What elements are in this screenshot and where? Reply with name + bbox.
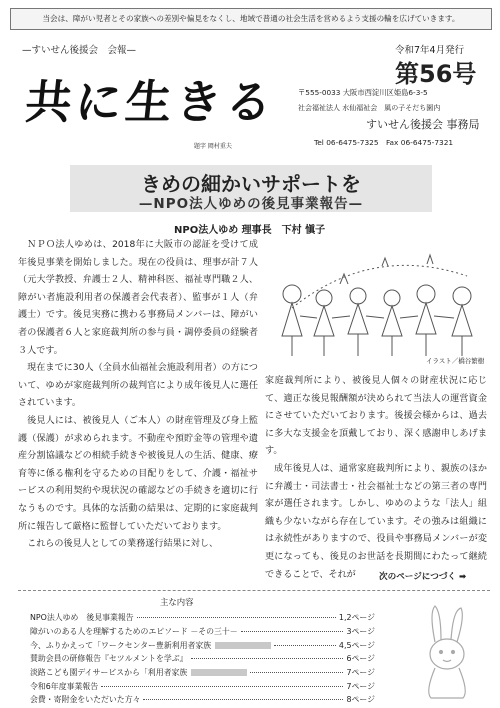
toc-item-title: 今、ふりかえって「ワークセンター豊新利用者家族	[30, 640, 212, 650]
publisher-office: すいせん後援会 事務局	[366, 118, 480, 131]
toc-leader-dots	[241, 631, 344, 632]
toc-leader-dots	[143, 699, 343, 700]
toc-item	[30, 652, 375, 666]
toc-item-page: 6ページ	[346, 654, 375, 664]
phone-fax: Tel 06-6475-7325 Fax 06-6475-7321	[314, 138, 454, 147]
toc-item-title: 淡路こども園デイサービスから「利用者家族	[30, 668, 188, 678]
toc-item-title: 障がいのある人を理解するためのエピソード －その三十－	[30, 627, 238, 637]
redacted-name	[191, 669, 247, 676]
article-paragraph: 家庭裁判所により、被後見人個々の財産状況に応じて、適正な後見報酬額が決められて当法人の運営資金にさせていただいております。後援会様からは、過去に多大な支援金を頂戴しており、深く感謝申しあげます。	[265, 376, 487, 457]
postal-address: 〒555-0033 大阪市西淀川区姫島6-3-5	[298, 88, 428, 97]
article-paragraph: 成年後見人は、通常家庭裁判所により、親族のほかに弁護士・司法書士・社会福祉士などの第三者の専門家が選任されます。しかし、ゆめのような「法人」組織も少ないながら存在しています。その強みは組織には永続性がありますので、役員や事務局メンバーが変更になっても、後見のお世話を長期間にわたって継続できることで、それが	[265, 463, 487, 580]
toc-leader-dots	[191, 658, 344, 659]
toc-leader-dots	[137, 617, 336, 618]
mission-statement: 当会は、障がい児者とその家族への差別や偏見をなくし、地域で普通の社会生活を営めるよう支援の輪を広げていきます。	[10, 8, 492, 30]
newsletter-series-label: —すいせん後援会 会報—	[22, 45, 137, 56]
toc-item-page: 4,5ページ	[338, 640, 375, 650]
toc-item	[30, 638, 375, 652]
toc-leader-dots	[274, 645, 336, 646]
article-paragraph: ＮＰＯ法人ゆめは、2018年に大阪市の認証を受けて成年後見事業を開始しました。現在の役員は、理事が計７人（元大学教授、弁護士２人、精神科医、福祉専門職２人、障がい者施設利用者の保護者会代表者）、監事が１人（弁護士）です。後見実務に携わる事務局メンバーは、障がい者の保護者６人と家庭裁判所の参与員・調停委員の経験者３人です。	[18, 240, 258, 356]
article-paragraph: 後見人には、被後見人（ご本人）の財産管理及び身上監護（保護）が求められます。不動産や預貯金等の管理や遺産分割協議などの相続手続きや被後見人の生活、健康、療育等に係る権利を守るための目配りをして、介護・福祉サービスの利用契約や現状況の確認などの手続きを適切に行なうものです。具体的な活動の結果は、定期的に家庭裁判所に報告して厳格に監督していただいております。	[18, 415, 258, 532]
publisher-organization: 社会福祉法人 水仙福祉会 風の子そだち園内	[298, 104, 441, 112]
redacted-name	[215, 642, 271, 649]
holding-hands-illustration	[262, 236, 490, 362]
issue-date: 令和7年4月発行	[395, 45, 465, 56]
table-of-contents	[30, 611, 375, 707]
toc-item	[30, 611, 375, 625]
issue-number: 第56号	[395, 60, 477, 88]
toc-leader-dots	[101, 686, 343, 687]
article-paragraph: これらの後見人としての業務遂行結果に対し、	[27, 539, 219, 550]
toc-item-page: 7ページ	[346, 681, 375, 691]
calligraphy-credit: 題字 岡村重夫	[194, 143, 232, 150]
article-column-right	[265, 373, 487, 584]
toc-item-page: 8ページ	[346, 695, 375, 705]
toc-item-page: 3ページ	[346, 627, 375, 637]
divider	[18, 590, 490, 591]
toc-leader-dots	[250, 672, 343, 673]
toc-item	[30, 679, 375, 693]
article-headline: きめの細かいサポートを	[141, 172, 361, 196]
toc-item	[30, 625, 375, 639]
article-column-left	[18, 237, 258, 554]
toc-item-page: 7ページ	[346, 668, 375, 678]
newsletter-title: 共に生きる	[22, 75, 279, 129]
toc-item	[30, 666, 375, 680]
toc-item-page: 1,2ページ	[338, 613, 375, 623]
toc-item-title: 令和6年度事業報告	[30, 681, 99, 691]
article-paragraph: 現在までに30人（全員水仙福祉会施設利用者）の方について、ゆめが家庭裁判所の裁判官により成年後見人に選任されています。	[18, 363, 258, 409]
toc-item-title: NPO法人ゆめ 後見事業報告	[30, 613, 134, 623]
illustration-credit: イラスト／橋谷繁樹	[426, 357, 485, 365]
article-subheadline: —NPO法人ゆめの後見事業報告—	[138, 196, 364, 212]
article-author: NPO法人ゆめ 理事長 下村 愼子	[174, 225, 326, 236]
toc-item	[30, 693, 375, 707]
toc-item-title: 賛助会員の研修報告『セツルメントを学ぶ』	[30, 654, 188, 664]
continued-next-page: 次のページにつづく ➡	[379, 572, 467, 582]
masthead-title-box	[22, 58, 284, 140]
rabbit-mascot-icon	[405, 602, 485, 702]
toc-item-title: 会費・寄附金をいただいた方々	[30, 695, 141, 705]
toc-heading: 主な内容	[160, 597, 194, 607]
